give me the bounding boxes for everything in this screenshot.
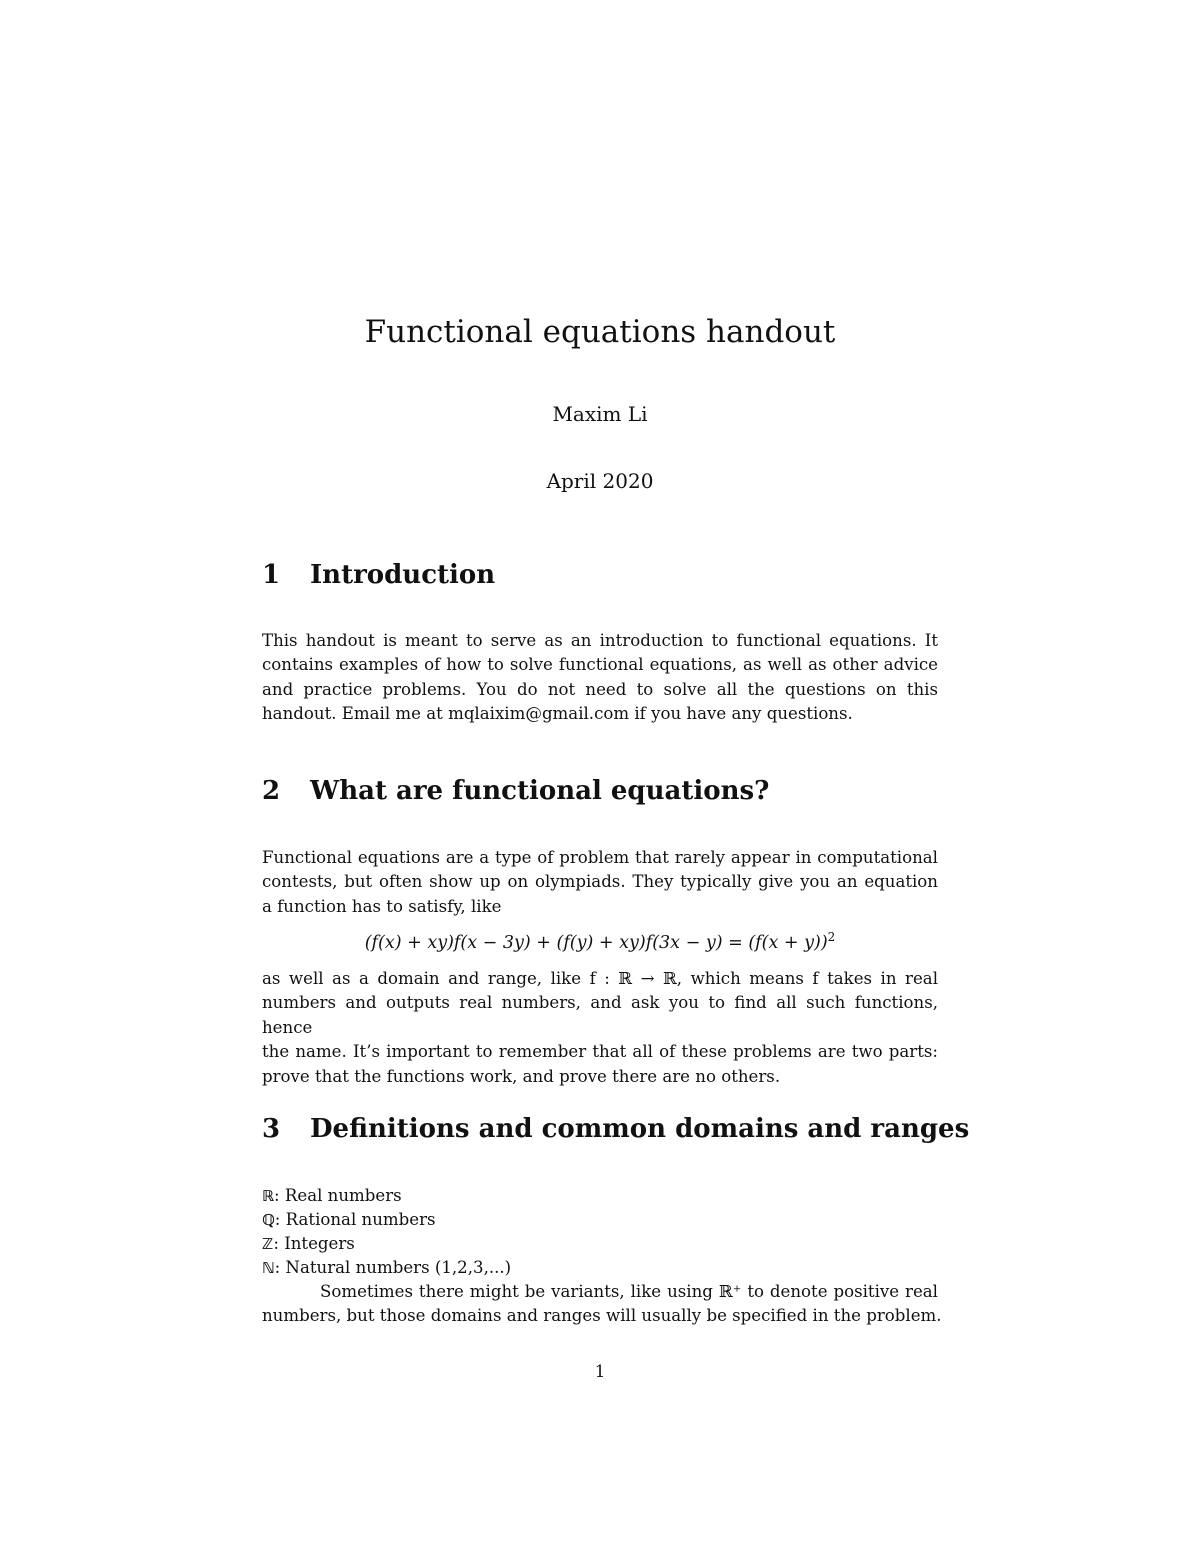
paragraph-line-text: Sometimes there might be variants, like using ℝ⁺ to denote positive real: [320, 1282, 938, 1301]
definition-real-numbers: [262, 1184, 938, 1208]
real-numbers-symbol: ℝ: [262, 1187, 275, 1205]
definition-natural-numbers: [262, 1256, 938, 1280]
natural-numbers-symbol: ℕ: [262, 1259, 275, 1277]
paragraph-line: the name. It’s important to remember that all of these problems are two parts:: [262, 1042, 938, 1062]
domain-range-paragraph: [262, 967, 938, 1089]
section-heading-what-are-functional-equations: [262, 776, 962, 806]
example-equation: [0, 930, 1200, 953]
equation-body: (f(x) + xy)f(x − 3y) + (f(y) + xy)f(3x − y) = (f(x + y)): [364, 932, 828, 953]
document-author: Maxim Li: [552, 402, 648, 426]
section-number: 2: [262, 776, 281, 806]
paragraph-line: This handout is meant to serve as an introduction to functional equations. It: [262, 631, 938, 650]
functional-equations-intro-paragraph: [262, 846, 938, 919]
rational-numbers-symbol: ℚ: [262, 1211, 275, 1229]
paragraph-line: handout. Email me at mqlaixim@gmail.com if you have any questions.: [262, 704, 853, 724]
variants-paragraph: [262, 1280, 942, 1329]
paragraph-line: a function has to satisfy, like: [262, 896, 502, 916]
paragraph-line: contests, but often show up on olympiads. They typically give you an equation: [262, 872, 938, 892]
paragraph-line: and practice problems. You do not need to solve all the questions on this: [262, 679, 938, 699]
definitions-list: [262, 1184, 938, 1280]
paragraph-line: as well as a domain and range, like f : ℝ → ℝ, which means f takes in real: [262, 969, 938, 988]
page-number: 1: [594, 1362, 606, 1381]
document-date: April 2020: [546, 469, 654, 493]
definition-text: : Integers: [273, 1234, 355, 1253]
section-number: 3: [262, 1114, 281, 1144]
definition-rational-numbers: [262, 1208, 938, 1232]
introduction-paragraph: [262, 629, 938, 727]
definition-text: : Natural numbers (1,2,3,...): [274, 1258, 512, 1277]
definition-text: : Real numbers: [274, 1186, 402, 1205]
section-title: Introduction: [310, 560, 496, 590]
section-heading-introduction: [262, 560, 962, 590]
paragraph-line: Functional equations are a type of problem that rarely appear in computational: [262, 848, 938, 867]
definition-integers: [262, 1232, 938, 1256]
section-title: Definitions and common domains and ranges: [310, 1114, 970, 1144]
paragraph-line: numbers and outputs real numbers, and ask you to find all such functions, hence: [262, 993, 938, 1037]
paragraph-line: numbers, but those domains and ranges will usually be specified in the problem.: [262, 1306, 942, 1326]
section-title: What are functional equations?: [310, 776, 770, 806]
document-title: Functional equations handout: [364, 314, 836, 350]
integers-symbol: ℤ: [262, 1235, 274, 1253]
paragraph-line: contains examples of how to solve functional equations, as well as other advice: [262, 655, 938, 675]
paragraph-line: [262, 1280, 938, 1304]
definition-text: : Rational numbers: [274, 1210, 436, 1229]
section-number: 1: [262, 560, 281, 590]
section-heading-definitions: [262, 1114, 970, 1144]
equation-exponent: 2: [827, 930, 836, 944]
paragraph-line: prove that the functions work, and prove there are no others.: [262, 1066, 781, 1086]
